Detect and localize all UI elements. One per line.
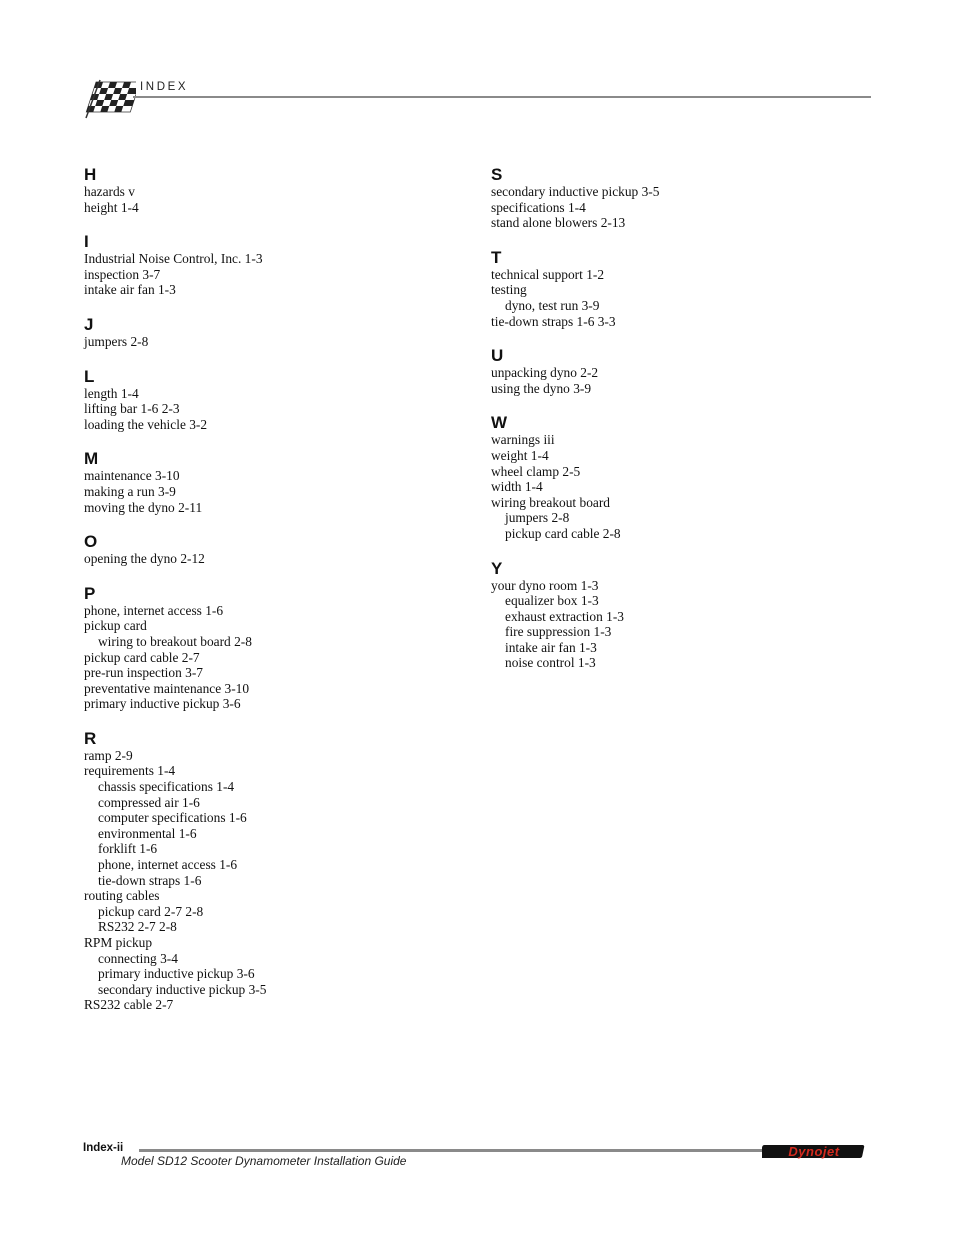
index-section-o: [84, 532, 464, 567]
index-entry: weight 1-4: [491, 447, 549, 463]
index-entry: preventative maintenance 3-10: [84, 680, 250, 696]
index-subentry: RS232 2-7 2-8: [98, 919, 177, 935]
index-subentry: primary inductive pickup 3-6: [98, 966, 255, 982]
footer-divider: [139, 1149, 763, 1152]
section-letter: T: [491, 247, 502, 267]
section-letter: P: [84, 583, 96, 603]
index-section-p: [84, 584, 464, 712]
page-number: Index-ii: [83, 1142, 124, 1154]
section-letter: Y: [491, 558, 503, 578]
index-entry: technical support 1-2: [491, 266, 605, 282]
index-section-l: [84, 367, 464, 433]
index-entry: Industrial Noise Control, Inc. 1-3: [84, 251, 263, 267]
index-subentry: fire suppression 1-3: [505, 624, 612, 640]
index-entry: height 1-4: [84, 199, 139, 215]
index-entry: RPM pickup: [84, 935, 153, 950]
section-letter: R: [84, 728, 97, 748]
index-entry: intake air fan 1-3: [84, 282, 176, 298]
index-entry: tie-down straps 1-6 3-3: [491, 313, 616, 329]
section-letter: M: [84, 449, 99, 469]
index-section-m: [84, 449, 464, 515]
index-entry: RS232 cable 2-7: [84, 997, 174, 1013]
index-entry: making a run 3-9: [84, 483, 176, 499]
index-entry: jumpers 2-8: [84, 333, 149, 349]
index-entry: inspection 3-7: [84, 266, 161, 282]
index-section-j: [84, 315, 464, 350]
index-subentry: equalizer box 1-3: [505, 593, 599, 609]
index-subentry: intake air fan 1-3: [505, 639, 597, 655]
index-subentry: jumpers 2-8: [505, 510, 570, 526]
index-entry: phone, internet access 1-6: [84, 602, 224, 618]
index-subentry: tie-down straps 1-6: [98, 872, 202, 888]
index-entry: requirements 1-4: [84, 763, 176, 779]
index-entry: length 1-4: [84, 385, 139, 401]
index-entry: maintenance 3-10: [84, 468, 180, 484]
index-entry: primary inductive pickup 3-6: [84, 696, 241, 712]
index-entry: lifting bar 1-6 2-3: [84, 401, 180, 417]
index-column-left: [84, 165, 464, 1030]
index-section-t: [491, 248, 871, 329]
index-subentry: phone, internet access 1-6: [98, 857, 238, 873]
index-entry: pickup card cable 2-7: [84, 649, 200, 665]
index-entry: warnings iii: [491, 432, 555, 448]
index-subentry: noise control 1-3: [505, 655, 596, 671]
index-subentry: compressed air 1-6: [98, 794, 200, 810]
section-letter: H: [84, 165, 97, 184]
dynojet-logo: [762, 1143, 866, 1160]
index-section-y: [491, 559, 871, 672]
index-entry: pickup card: [84, 618, 147, 634]
index-section-w: [491, 413, 871, 541]
section-header-label: INDEX: [140, 81, 189, 93]
checkered-flag-icon: [80, 76, 136, 120]
section-letter: J: [84, 314, 94, 334]
index-entry: using the dyno 3-9: [491, 380, 592, 396]
index-section-i: [84, 232, 464, 298]
index-entry: pre-run inspection 3-7: [84, 665, 203, 681]
section-letter: W: [491, 413, 508, 433]
index-subentry: dyno, test run 3-9: [505, 297, 600, 313]
section-letter: L: [84, 366, 95, 386]
section-letter: S: [491, 165, 503, 184]
index-entry: unpacking dyno 2-2: [491, 365, 599, 381]
index-subentry: environmental 1-6: [98, 825, 197, 841]
brand-logo-text: Dynojet: [788, 1144, 840, 1159]
index-section-r: [84, 729, 464, 1013]
index-section-u: [491, 346, 871, 396]
index-subentry: wiring to breakout board 2-8: [98, 633, 252, 649]
index-subentry: pickup card cable 2-8: [505, 525, 621, 541]
index-entry: secondary inductive pickup 3-5: [491, 184, 660, 199]
index-entry: specifications 1-4: [491, 199, 586, 215]
header-divider: [133, 96, 871, 98]
index-entry: routing cables: [84, 888, 160, 904]
section-letter: U: [491, 346, 504, 366]
index-column-right: [491, 165, 871, 688]
index-subentry: forklift 1-6: [98, 841, 158, 857]
section-letter: I: [84, 232, 89, 252]
index-entry: wiring breakout board: [491, 494, 610, 510]
index-entry: moving the dyno 2-11: [84, 499, 203, 515]
index-entry: your dyno room 1-3: [491, 577, 599, 593]
section-letter: O: [84, 532, 98, 552]
index-subentry: pickup card 2-7 2-8: [98, 903, 204, 919]
index-subentry: secondary inductive pickup 3-5: [98, 981, 267, 997]
index-subentry: connecting 3-4: [98, 950, 178, 966]
index-entry: hazards v: [84, 184, 135, 199]
index-subentry: exhaust extraction 1-3: [505, 608, 624, 624]
document-title: Model SD12 Scooter Dynamometer Installation Guide: [121, 1154, 407, 1168]
index-subentry: chassis specifications 1-4: [98, 779, 235, 795]
index-entry: stand alone blowers 2-13: [491, 215, 626, 231]
index-subentry: computer specifications 1-6: [98, 810, 247, 826]
index-entry: loading the vehicle 3-2: [84, 416, 208, 432]
index-entry: ramp 2-9: [84, 747, 133, 763]
index-entry: testing: [491, 282, 527, 298]
index-section-s: [491, 165, 871, 231]
index-entry: wheel clamp 2-5: [491, 463, 581, 479]
index-section-h: [84, 165, 464, 215]
index-entry: width 1-4: [491, 479, 543, 495]
index-entry: opening the dyno 2-12: [84, 551, 205, 567]
